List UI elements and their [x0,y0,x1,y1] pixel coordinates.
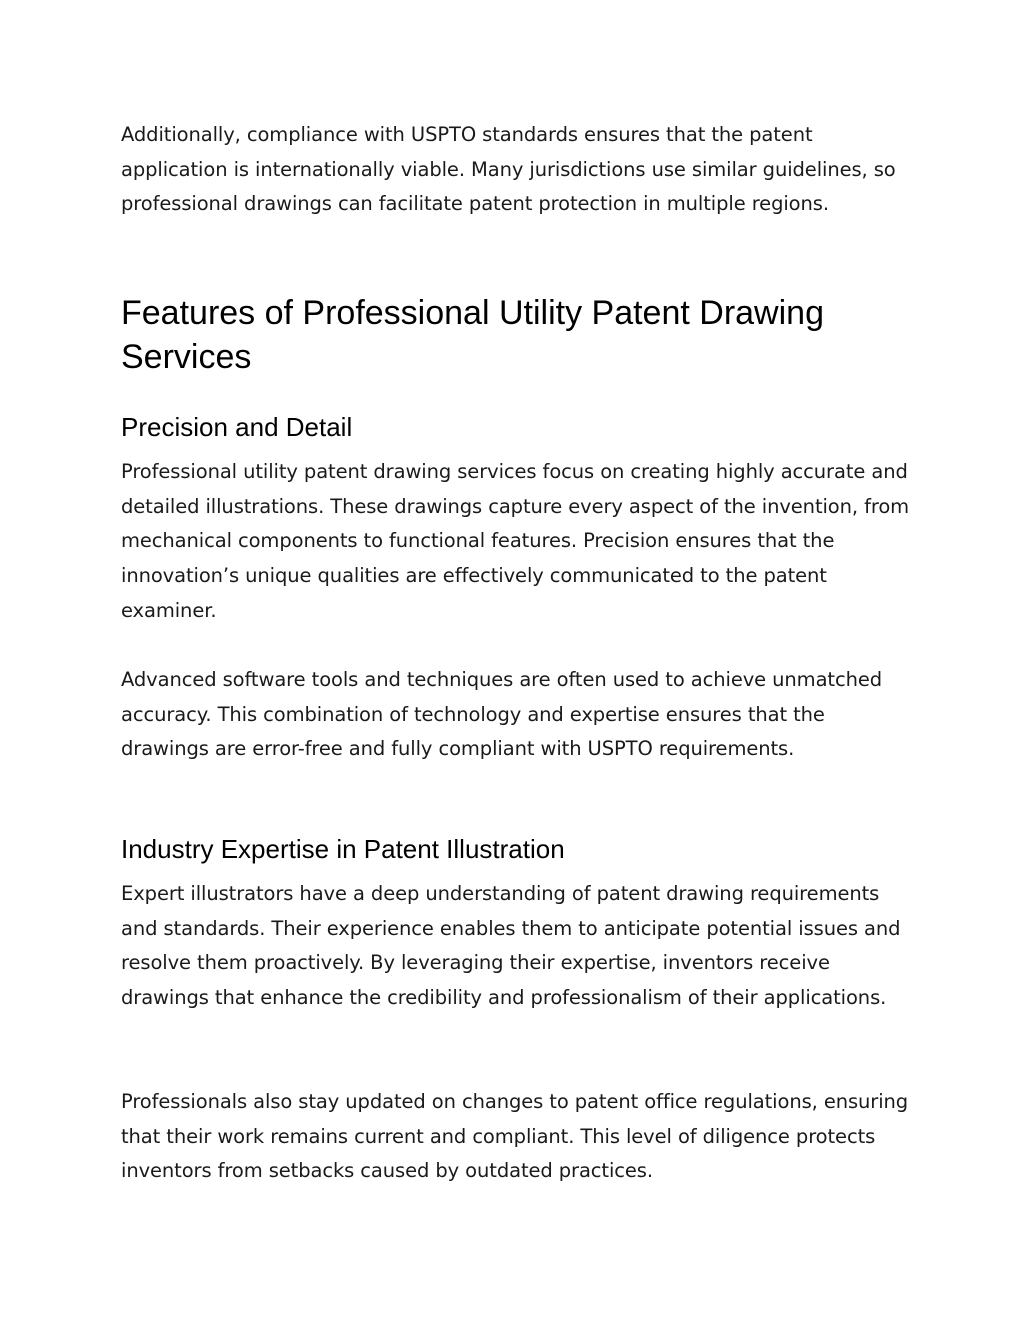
subheading-expertise: Industry Expertise in Patent Illustration [121,834,565,864]
intro-paragraph: Additionally, compliance with USPTO standards ensures that the patent application is internationally viable. Many jurisdictions use similar guidelines, so professional drawings can facilitate patent protection in multiple regions. [121,123,896,216]
expertise-paragraph-2: Professionals also stay updated on changes to patent office regulations, ensuring that their work remains current and compliant. This level of diligence protects inventors from setbacks caused by outdated practices. [121,1090,909,1183]
subheading-precision: Precision and Detail [121,412,353,442]
precision-paragraph-1: Professional utility patent drawing services focus on creating highly accurate and detailed illustrations. These drawings capture every aspect of the invention, from mechanical components to functional features. Precision ensures that the innovation’s unique qualities are effectively communicated to the patent examiner. [121,460,910,622]
precision-paragraph-2: Advanced software tools and techniques are often used to achieve unmatched accuracy. This combination of technology and expertise ensures that the drawings are error-free and fully compliant with USPTO requirements. [121,668,883,761]
section-heading-features: Features of Professional Utility Patent Drawing Services [121,294,824,376]
expertise-paragraph-1: Expert illustrators have a deep understanding of patent drawing requirements and standards. Their experience enables them to anticipate potential issues and resolve them proactively. By leveraging their expertise, inventors receive drawings that enhance the credibility and professionalism of their applications. [121,882,901,1010]
